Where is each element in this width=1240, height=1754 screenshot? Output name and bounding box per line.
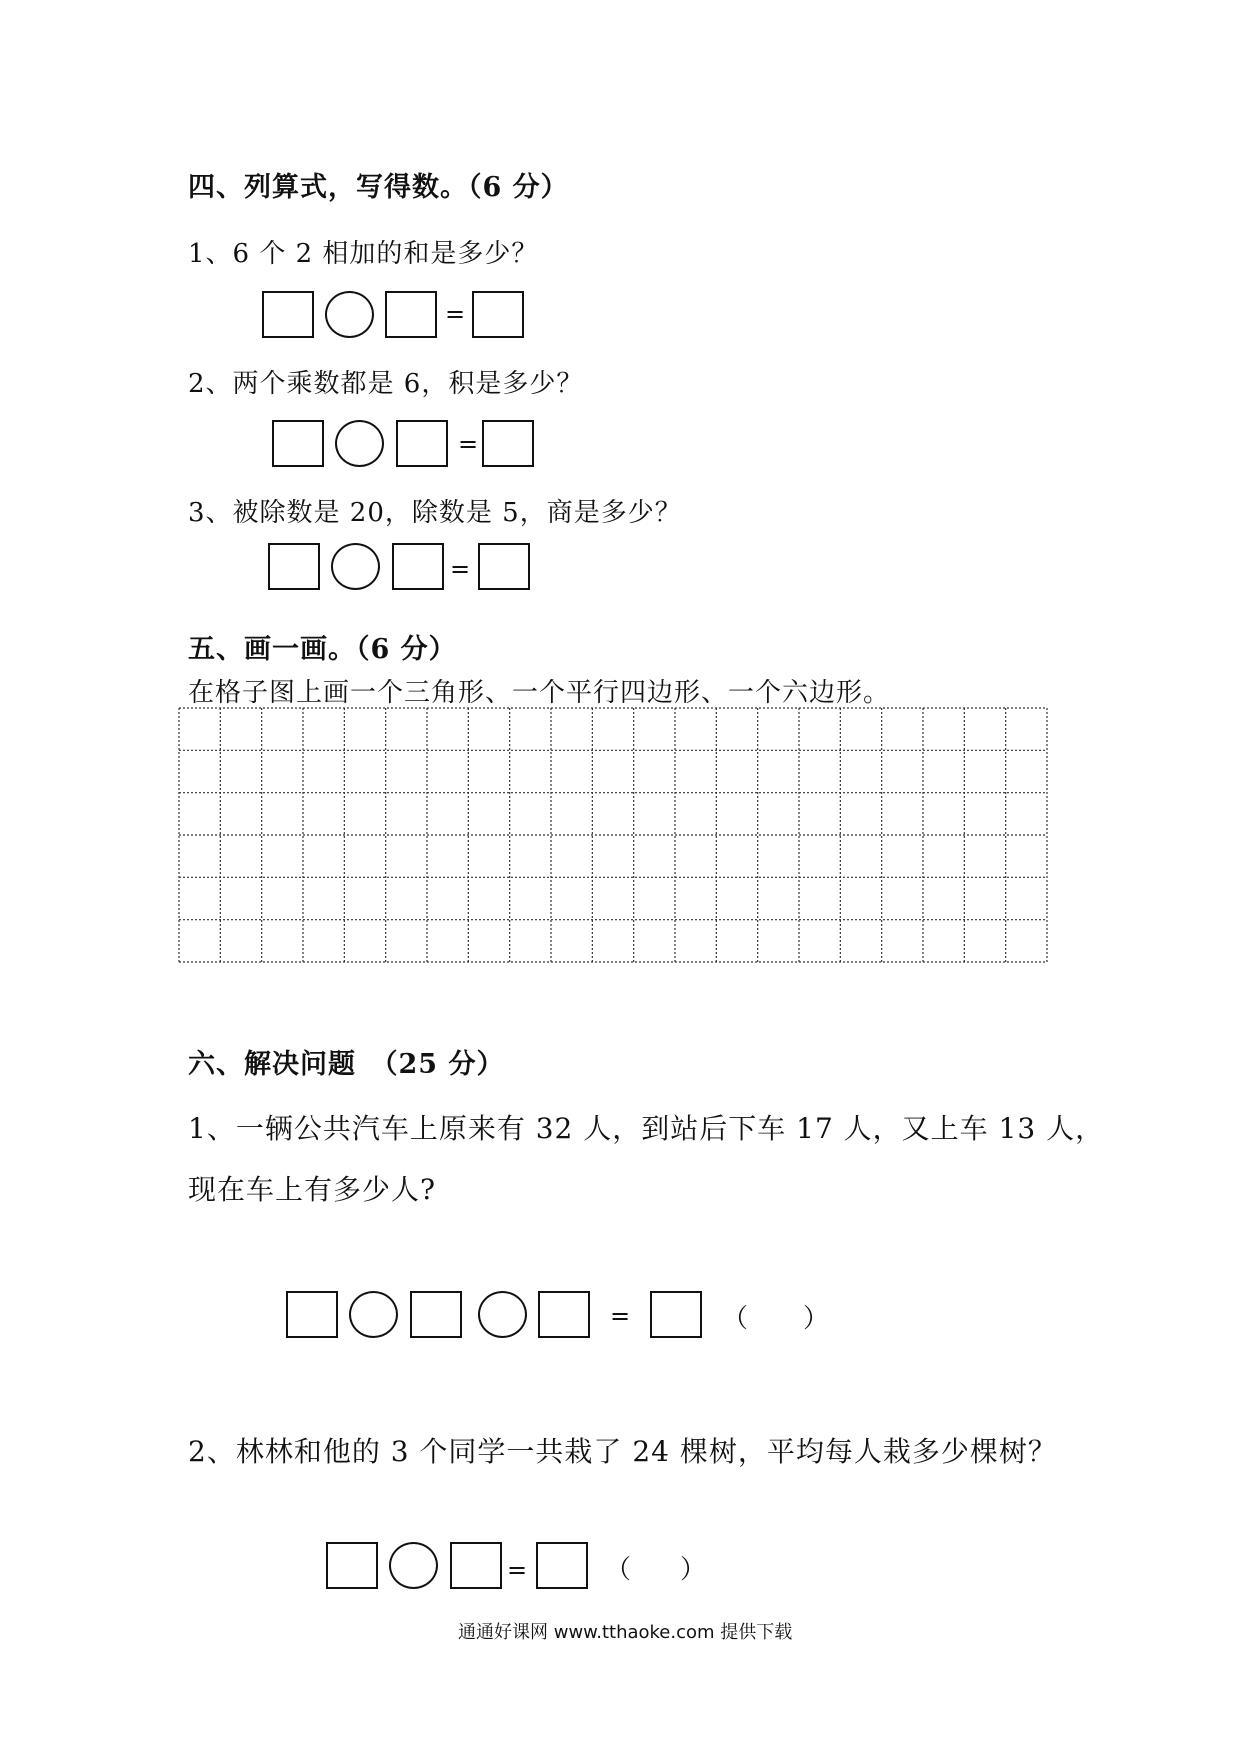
unit-paren-close: ） — [803, 1304, 830, 1334]
section6-question-1-line2: 现在车上有多少人? — [188, 1173, 437, 1206]
operator-circle[interactable] — [349, 1291, 398, 1338]
operator-circle[interactable] — [331, 543, 380, 590]
operator-circle[interactable] — [325, 291, 374, 338]
answer-box[interactable] — [396, 420, 448, 467]
drawing-grid[interactable] — [178, 707, 1048, 963]
footer-text: 通通好课网 www.tthaoke.com 提供下载 — [458, 1622, 793, 1643]
answer-box[interactable] — [410, 1291, 462, 1338]
answer-box[interactable] — [326, 1542, 378, 1589]
equals-sign: = — [450, 555, 471, 583]
answer-box[interactable] — [272, 420, 324, 467]
result-box[interactable] — [536, 1542, 588, 1589]
unit-paren-open: （ — [605, 1555, 632, 1585]
section5-heading: 五、画一画。（6 分） — [188, 634, 457, 665]
answer-box[interactable] — [262, 291, 314, 338]
section4-question-1: 1、6 个 2 相加的和是多少？ — [188, 239, 539, 269]
answer-box[interactable] — [268, 543, 320, 590]
section4-heading: 四、列算式，写得数。（6 分） — [188, 172, 569, 203]
operator-circle[interactable] — [389, 1542, 438, 1589]
answer-box[interactable] — [392, 543, 444, 590]
result-box[interactable] — [478, 543, 530, 590]
unit-paren-open: （ — [722, 1304, 749, 1334]
unit-paren-close: ） — [680, 1555, 707, 1585]
equals-sign: = — [458, 430, 479, 458]
section6-question-2: 2、林林和他的 3 个同学一共栽了 24 棵树，平均每人栽多少棵树？ — [188, 1435, 1057, 1468]
answer-box[interactable] — [538, 1291, 590, 1338]
section4-question-2: 2、两个乘数都是 6，积是多少？ — [188, 369, 584, 399]
answer-box[interactable] — [385, 291, 437, 338]
equals-sign: = — [445, 300, 466, 328]
answer-box[interactable] — [286, 1291, 338, 1338]
result-box[interactable] — [650, 1291, 702, 1338]
section6-heading: 六、解决问题 （25 分） — [188, 1049, 505, 1080]
operator-circle[interactable] — [335, 420, 384, 467]
section5-instruction: 在格子图上画一个三角形、一个平行四边形、一个六边形。 — [188, 678, 891, 708]
equals-sign: = — [610, 1302, 631, 1330]
result-box[interactable] — [472, 291, 524, 338]
section6-question-1-line1: 1、一辆公共汽车上原来有 32 人，到站后下车 17 人，又上车 13 人， — [188, 1112, 1105, 1145]
result-box[interactable] — [482, 420, 534, 467]
section4-question-3: 3、被除数是 20，除数是 5，商是多少？ — [188, 498, 682, 528]
operator-circle[interactable] — [478, 1291, 527, 1338]
answer-box[interactable] — [450, 1542, 502, 1589]
equals-sign: = — [507, 1556, 528, 1584]
